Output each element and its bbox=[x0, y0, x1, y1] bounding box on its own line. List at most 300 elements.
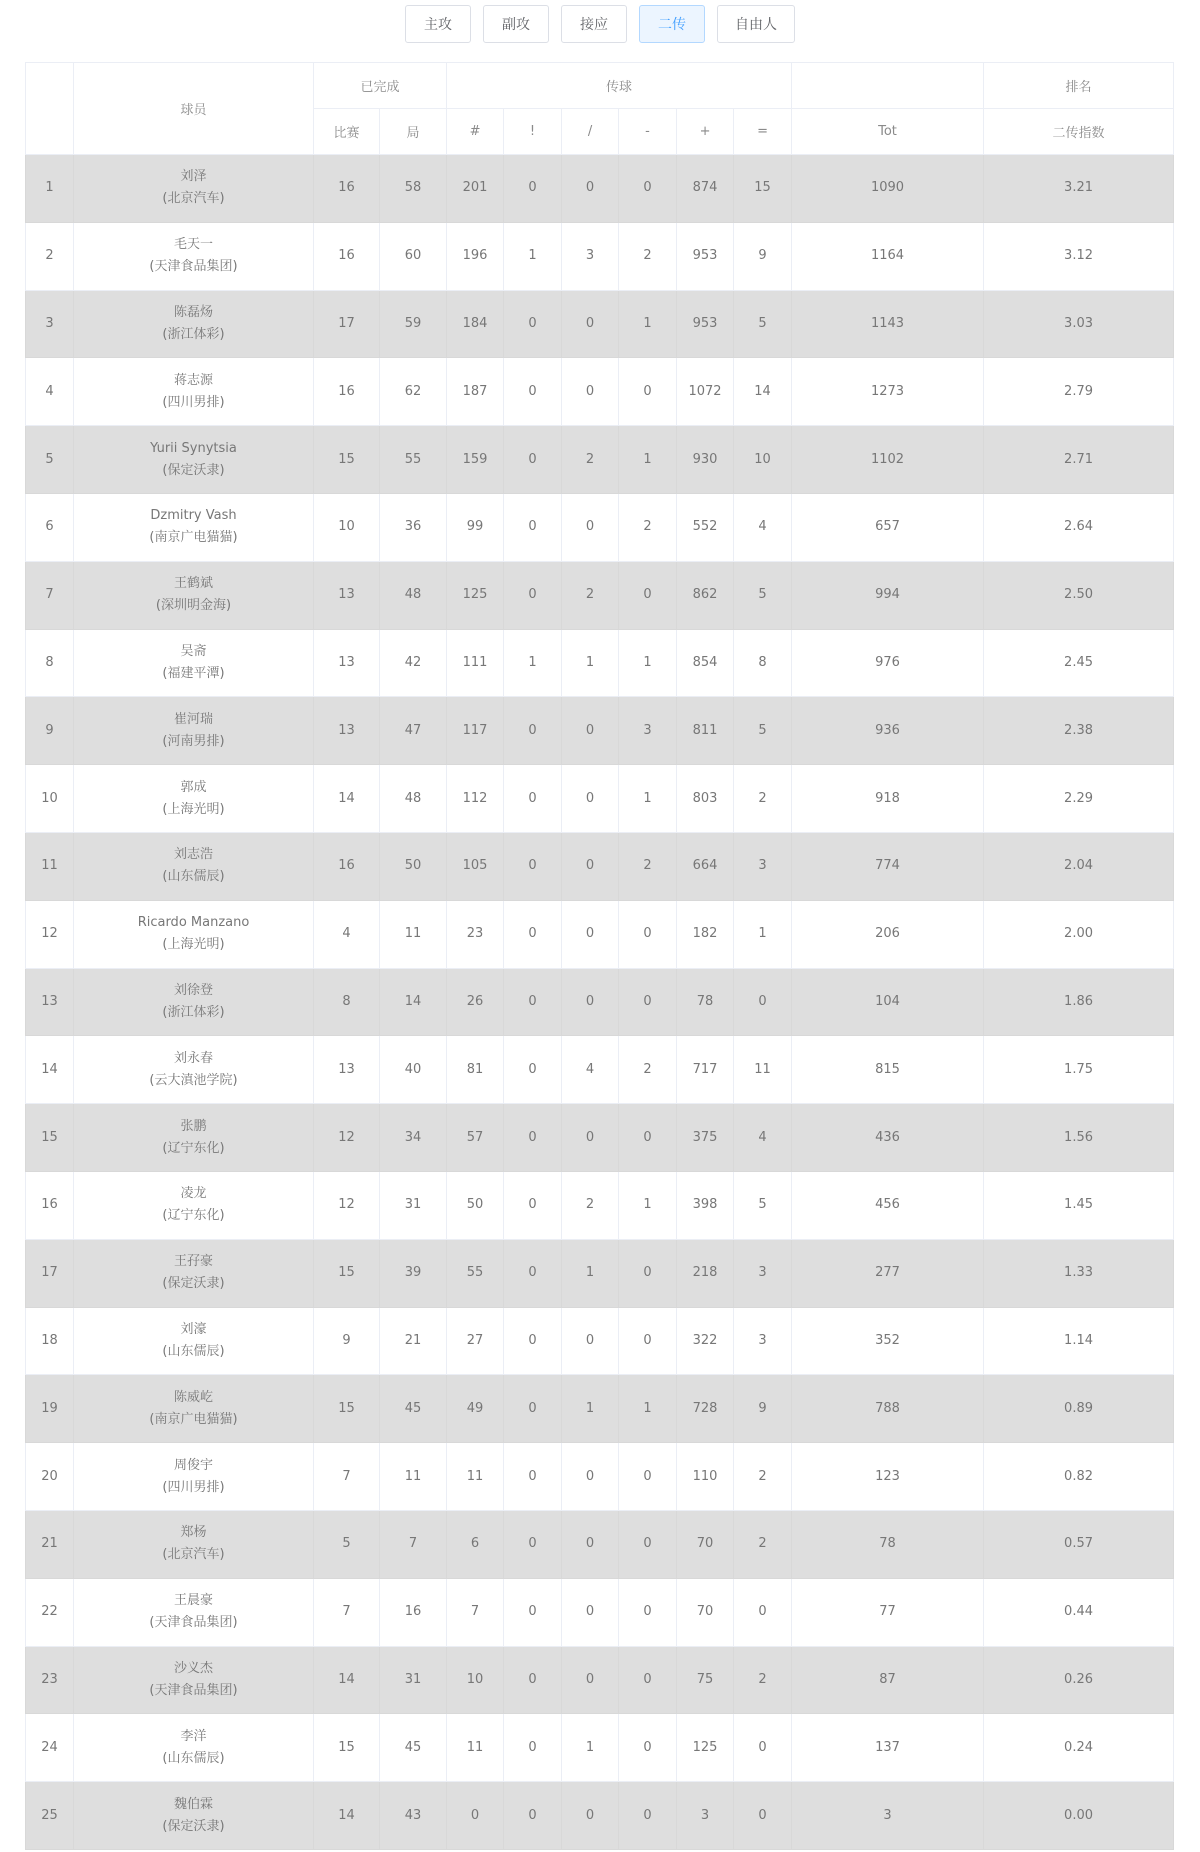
cell-minus: 2 bbox=[619, 832, 677, 900]
cell-player bbox=[74, 290, 314, 358]
cell-plus: 953 bbox=[677, 290, 734, 358]
cell-tot: 657 bbox=[792, 493, 984, 561]
cell-excl: 0 bbox=[504, 1104, 562, 1172]
header-equal[interactable]: = bbox=[734, 109, 792, 155]
cell-slash: 0 bbox=[562, 1578, 619, 1646]
cell-sets: 60 bbox=[380, 222, 447, 290]
cell-plus: 664 bbox=[677, 832, 734, 900]
cell-excl: 0 bbox=[504, 358, 562, 426]
cell-excl: 1 bbox=[504, 629, 562, 697]
cell-plus: 70 bbox=[677, 1510, 734, 1578]
player-name: Ricardo Manzano bbox=[137, 915, 250, 931]
cell-sets: 50 bbox=[380, 832, 447, 900]
header-pass-tot-spacer bbox=[792, 63, 984, 109]
cell-player bbox=[74, 832, 314, 900]
cell-sets: 34 bbox=[380, 1104, 447, 1172]
cell-slash: 0 bbox=[562, 968, 619, 1036]
cell-equal: 5 bbox=[734, 1171, 792, 1239]
tab-opposite[interactable]: 接应 bbox=[561, 5, 627, 43]
table-row bbox=[26, 629, 1174, 697]
player-name: 刘濠 bbox=[180, 1321, 207, 1337]
player-team: (保定沃隶) bbox=[162, 1818, 225, 1834]
cell-sets: 58 bbox=[380, 155, 447, 223]
cell-slash: 1 bbox=[562, 629, 619, 697]
cell-matches: 16 bbox=[314, 358, 380, 426]
cell-excl: 0 bbox=[504, 290, 562, 358]
cell-matches: 13 bbox=[314, 561, 380, 629]
cell-sets: 11 bbox=[380, 900, 447, 968]
cell-sets: 47 bbox=[380, 697, 447, 765]
cell-minus: 0 bbox=[619, 900, 677, 968]
cell-sets: 36 bbox=[380, 493, 447, 561]
player-name: 沙义杰 bbox=[173, 1660, 213, 1676]
table-row bbox=[26, 1104, 1174, 1172]
cell-sets: 45 bbox=[380, 1375, 447, 1443]
cell-minus: 2 bbox=[619, 493, 677, 561]
cell-matches: 13 bbox=[314, 629, 380, 697]
cell-plus: 375 bbox=[677, 1104, 734, 1172]
cell-slash: 0 bbox=[562, 155, 619, 223]
cell-hash: 117 bbox=[447, 697, 504, 765]
player-name: 魏伯霖 bbox=[173, 1796, 213, 1812]
cell-index: 0.24 bbox=[984, 1714, 1174, 1782]
cell-rank: 19 bbox=[26, 1375, 74, 1443]
cell-matches: 15 bbox=[314, 1239, 380, 1307]
cell-rank: 4 bbox=[26, 358, 74, 426]
cell-player bbox=[74, 222, 314, 290]
player-team: (福建平潭) bbox=[162, 665, 225, 681]
cell-tot: 352 bbox=[792, 1307, 984, 1375]
table-row bbox=[26, 832, 1174, 900]
cell-hash: 111 bbox=[447, 629, 504, 697]
cell-player bbox=[74, 155, 314, 223]
cell-minus: 0 bbox=[619, 1782, 677, 1850]
player-team: (保定沃隶) bbox=[162, 462, 225, 478]
cell-tot: 104 bbox=[792, 968, 984, 1036]
cell-plus: 811 bbox=[677, 697, 734, 765]
cell-slash: 2 bbox=[562, 1171, 619, 1239]
cell-hash: 196 bbox=[447, 222, 504, 290]
cell-sets: 55 bbox=[380, 426, 447, 494]
cell-equal: 15 bbox=[734, 155, 792, 223]
cell-minus: 1 bbox=[619, 426, 677, 494]
cell-sets: 31 bbox=[380, 1646, 447, 1714]
cell-sets: 43 bbox=[380, 1782, 447, 1850]
cell-rank: 1 bbox=[26, 155, 74, 223]
cell-index: 1.33 bbox=[984, 1239, 1174, 1307]
cell-rank: 14 bbox=[26, 1036, 74, 1104]
cell-equal: 8 bbox=[734, 629, 792, 697]
cell-tot: 137 bbox=[792, 1714, 984, 1782]
table-body bbox=[26, 155, 1174, 1850]
cell-tot: 456 bbox=[792, 1171, 984, 1239]
cell-hash: 11 bbox=[447, 1443, 504, 1511]
cell-tot: 936 bbox=[792, 697, 984, 765]
cell-excl: 0 bbox=[504, 1171, 562, 1239]
player-name: 刘泽 bbox=[180, 169, 207, 185]
cell-tot: 1273 bbox=[792, 358, 984, 426]
cell-rank: 5 bbox=[26, 426, 74, 494]
cell-sets: 31 bbox=[380, 1171, 447, 1239]
header-hash[interactable]: # bbox=[447, 109, 504, 155]
table-row bbox=[26, 493, 1174, 561]
table-row bbox=[26, 1578, 1174, 1646]
cell-index: 0.26 bbox=[984, 1646, 1174, 1714]
cell-equal: 2 bbox=[734, 1443, 792, 1511]
cell-plus: 874 bbox=[677, 155, 734, 223]
cell-minus: 1 bbox=[619, 629, 677, 697]
cell-slash: 3 bbox=[562, 222, 619, 290]
cell-plus: 953 bbox=[677, 222, 734, 290]
cell-plus: 3 bbox=[677, 1782, 734, 1850]
cell-plus: 717 bbox=[677, 1036, 734, 1104]
cell-equal: 0 bbox=[734, 1578, 792, 1646]
cell-equal: 9 bbox=[734, 222, 792, 290]
cell-equal: 3 bbox=[734, 1239, 792, 1307]
cell-rank: 23 bbox=[26, 1646, 74, 1714]
cell-tot: 3 bbox=[792, 1782, 984, 1850]
cell-equal: 10 bbox=[734, 426, 792, 494]
cell-slash: 0 bbox=[562, 1646, 619, 1714]
table-header bbox=[26, 63, 1174, 155]
cell-player bbox=[74, 900, 314, 968]
player-team: (山东儒辰) bbox=[162, 869, 225, 885]
player-team: (四川男排) bbox=[162, 1479, 225, 1495]
cell-tot: 77 bbox=[792, 1578, 984, 1646]
cell-rank: 22 bbox=[26, 1578, 74, 1646]
cell-rank: 17 bbox=[26, 1239, 74, 1307]
cell-slash: 0 bbox=[562, 1307, 619, 1375]
cell-player bbox=[74, 1443, 314, 1511]
cell-rank: 7 bbox=[26, 561, 74, 629]
cell-tot: 976 bbox=[792, 629, 984, 697]
cell-tot: 78 bbox=[792, 1510, 984, 1578]
cell-matches: 4 bbox=[314, 900, 380, 968]
cell-minus: 2 bbox=[619, 1036, 677, 1104]
table-row bbox=[26, 1510, 1174, 1578]
cell-minus: 0 bbox=[619, 1578, 677, 1646]
cell-hash: 99 bbox=[447, 493, 504, 561]
cell-matches: 13 bbox=[314, 1036, 380, 1104]
cell-plus: 125 bbox=[677, 1714, 734, 1782]
cell-rank: 10 bbox=[26, 765, 74, 833]
cell-minus: 3 bbox=[619, 697, 677, 765]
cell-index: 0.00 bbox=[984, 1782, 1174, 1850]
cell-excl: 0 bbox=[504, 1036, 562, 1104]
table-row bbox=[26, 155, 1174, 223]
cell-minus: 0 bbox=[619, 1104, 677, 1172]
player-team: (上海光明) bbox=[162, 937, 225, 953]
cell-minus: 0 bbox=[619, 1443, 677, 1511]
header-matches[interactable]: 比赛 bbox=[314, 109, 380, 155]
cell-minus: 0 bbox=[619, 1307, 677, 1375]
cell-tot: 1102 bbox=[792, 426, 984, 494]
player-name: 吴斋 bbox=[180, 643, 207, 659]
player-team: (北京汽车) bbox=[162, 191, 225, 207]
cell-slash: 1 bbox=[562, 1239, 619, 1307]
cell-plus: 398 bbox=[677, 1171, 734, 1239]
cell-player bbox=[74, 1646, 314, 1714]
cell-tot: 1143 bbox=[792, 290, 984, 358]
cell-index: 2.79 bbox=[984, 358, 1174, 426]
cell-equal: 2 bbox=[734, 1510, 792, 1578]
player-name: 周俊宇 bbox=[173, 1457, 213, 1473]
cell-matches: 15 bbox=[314, 426, 380, 494]
cell-index: 1.56 bbox=[984, 1104, 1174, 1172]
cell-sets: 45 bbox=[380, 1714, 447, 1782]
cell-excl: 0 bbox=[504, 1443, 562, 1511]
table-row bbox=[26, 358, 1174, 426]
cell-slash: 0 bbox=[562, 832, 619, 900]
cell-tot: 206 bbox=[792, 900, 984, 968]
cell-rank: 15 bbox=[26, 1104, 74, 1172]
cell-hash: 7 bbox=[447, 1578, 504, 1646]
cell-player bbox=[74, 765, 314, 833]
cell-sets: 14 bbox=[380, 968, 447, 1036]
cell-minus: 1 bbox=[619, 765, 677, 833]
cell-hash: 49 bbox=[447, 1375, 504, 1443]
header-completed-group: 已完成 bbox=[314, 63, 447, 109]
table-row bbox=[26, 222, 1174, 290]
header-minus[interactable]: - bbox=[619, 109, 677, 155]
cell-equal: 2 bbox=[734, 765, 792, 833]
cell-plus: 110 bbox=[677, 1443, 734, 1511]
cell-sets: 7 bbox=[380, 1510, 447, 1578]
cell-slash: 0 bbox=[562, 1104, 619, 1172]
cell-plus: 930 bbox=[677, 426, 734, 494]
cell-excl: 0 bbox=[504, 1307, 562, 1375]
cell-excl: 0 bbox=[504, 1510, 562, 1578]
cell-equal: 0 bbox=[734, 968, 792, 1036]
cell-rank: 18 bbox=[26, 1307, 74, 1375]
cell-plus: 552 bbox=[677, 493, 734, 561]
cell-hash: 50 bbox=[447, 1171, 504, 1239]
cell-matches: 14 bbox=[314, 1782, 380, 1850]
cell-player bbox=[74, 1239, 314, 1307]
cell-sets: 11 bbox=[380, 1443, 447, 1511]
cell-equal: 2 bbox=[734, 1646, 792, 1714]
cell-equal: 5 bbox=[734, 561, 792, 629]
cell-rank: 6 bbox=[26, 493, 74, 561]
cell-player bbox=[74, 1104, 314, 1172]
cell-plus: 728 bbox=[677, 1375, 734, 1443]
cell-tot: 815 bbox=[792, 1036, 984, 1104]
cell-hash: 0 bbox=[447, 1782, 504, 1850]
cell-hash: 57 bbox=[447, 1104, 504, 1172]
cell-excl: 0 bbox=[504, 1714, 562, 1782]
cell-slash: 0 bbox=[562, 765, 619, 833]
cell-rank: 3 bbox=[26, 290, 74, 358]
cell-player bbox=[74, 561, 314, 629]
cell-player bbox=[74, 968, 314, 1036]
player-name: 蒋志源 bbox=[173, 372, 213, 388]
cell-player bbox=[74, 697, 314, 765]
cell-excl: 0 bbox=[504, 697, 562, 765]
cell-minus: 0 bbox=[619, 1510, 677, 1578]
player-name: Dzmitry Vash bbox=[150, 508, 237, 524]
player-team: (北京汽车) bbox=[162, 1547, 225, 1563]
table-row bbox=[26, 1646, 1174, 1714]
cell-excl: 0 bbox=[504, 1375, 562, 1443]
cell-plus: 862 bbox=[677, 561, 734, 629]
cell-index: 1.45 bbox=[984, 1171, 1174, 1239]
cell-slash: 1 bbox=[562, 1714, 619, 1782]
cell-index: 2.50 bbox=[984, 561, 1174, 629]
cell-excl: 0 bbox=[504, 832, 562, 900]
cell-matches: 12 bbox=[314, 1104, 380, 1172]
cell-minus: 0 bbox=[619, 1646, 677, 1714]
player-team: (上海光明) bbox=[162, 801, 225, 817]
player-team: (浙江体彩) bbox=[162, 326, 225, 342]
table-row bbox=[26, 968, 1174, 1036]
cell-index: 1.75 bbox=[984, 1036, 1174, 1104]
header-player: 球员 bbox=[74, 63, 314, 155]
cell-slash: 0 bbox=[562, 1782, 619, 1850]
player-name: 崔河瑞 bbox=[173, 711, 213, 727]
cell-plus: 322 bbox=[677, 1307, 734, 1375]
cell-equal: 3 bbox=[734, 1307, 792, 1375]
cell-index: 3.21 bbox=[984, 155, 1174, 223]
header-sets[interactable]: 局 bbox=[380, 109, 447, 155]
cell-equal: 4 bbox=[734, 493, 792, 561]
cell-plus: 854 bbox=[677, 629, 734, 697]
cell-minus: 1 bbox=[619, 1171, 677, 1239]
header-pass-group: 传球 bbox=[447, 63, 792, 109]
cell-player bbox=[74, 1171, 314, 1239]
cell-player bbox=[74, 1714, 314, 1782]
cell-hash: 187 bbox=[447, 358, 504, 426]
cell-index: 2.04 bbox=[984, 832, 1174, 900]
cell-index: 2.38 bbox=[984, 697, 1174, 765]
cell-hash: 105 bbox=[447, 832, 504, 900]
header-tot[interactable]: Tot bbox=[792, 109, 984, 155]
cell-slash: 0 bbox=[562, 358, 619, 426]
cell-index: 2.64 bbox=[984, 493, 1174, 561]
cell-slash: 0 bbox=[562, 290, 619, 358]
cell-matches: 17 bbox=[314, 290, 380, 358]
cell-sets: 62 bbox=[380, 358, 447, 426]
cell-matches: 14 bbox=[314, 1646, 380, 1714]
cell-index: 2.45 bbox=[984, 629, 1174, 697]
table-row bbox=[26, 1239, 1174, 1307]
player-name: Yurii Synytsia bbox=[150, 440, 237, 456]
cell-sets: 40 bbox=[380, 1036, 447, 1104]
player-name: 王鹤斌 bbox=[173, 576, 213, 592]
player-name: 李洋 bbox=[180, 1728, 207, 1744]
rank-number-header bbox=[26, 63, 74, 155]
cell-slash: 0 bbox=[562, 900, 619, 968]
player-name: 凌龙 bbox=[180, 1186, 207, 1202]
tab-libero[interactable]: 自由人 bbox=[717, 5, 795, 43]
player-name: 刘永春 bbox=[173, 1050, 213, 1066]
cell-tot: 123 bbox=[792, 1443, 984, 1511]
player-name: 陈磊炀 bbox=[173, 304, 213, 320]
cell-tot: 1164 bbox=[792, 222, 984, 290]
cell-plus: 803 bbox=[677, 765, 734, 833]
setter-stats-table bbox=[25, 62, 1174, 1850]
table-row bbox=[26, 1307, 1174, 1375]
cell-excl: 0 bbox=[504, 493, 562, 561]
header-setter-index[interactable]: 二传指数 bbox=[984, 109, 1174, 155]
cell-minus: 0 bbox=[619, 155, 677, 223]
cell-index: 0.57 bbox=[984, 1510, 1174, 1578]
cell-player bbox=[74, 629, 314, 697]
tab-middle-blocker[interactable]: 副攻 bbox=[483, 5, 549, 43]
cell-player bbox=[74, 358, 314, 426]
cell-hash: 6 bbox=[447, 1510, 504, 1578]
cell-plus: 218 bbox=[677, 1239, 734, 1307]
header-plus[interactable]: + bbox=[677, 109, 734, 155]
cell-matches: 10 bbox=[314, 493, 380, 561]
cell-excl: 0 bbox=[504, 968, 562, 1036]
player-team: (辽宁东化) bbox=[162, 1208, 225, 1224]
cell-tot: 87 bbox=[792, 1646, 984, 1714]
tab-setter[interactable]: 二传 bbox=[639, 5, 705, 43]
cell-index: 0.82 bbox=[984, 1443, 1174, 1511]
cell-equal: 3 bbox=[734, 832, 792, 900]
cell-tot: 774 bbox=[792, 832, 984, 900]
cell-plus: 1072 bbox=[677, 358, 734, 426]
cell-slash: 4 bbox=[562, 1036, 619, 1104]
cell-minus: 0 bbox=[619, 968, 677, 1036]
cell-equal: 0 bbox=[734, 1782, 792, 1850]
player-team: (保定沃隶) bbox=[162, 1276, 225, 1292]
cell-index: 1.86 bbox=[984, 968, 1174, 1036]
player-name: 王孖豪 bbox=[173, 1254, 213, 1270]
player-team: (南京广电猫猫) bbox=[149, 1411, 238, 1427]
cell-rank: 16 bbox=[26, 1171, 74, 1239]
cell-rank: 11 bbox=[26, 832, 74, 900]
cell-rank: 9 bbox=[26, 697, 74, 765]
cell-matches: 5 bbox=[314, 1510, 380, 1578]
cell-rank: 24 bbox=[26, 1714, 74, 1782]
player-team: (辽宁东化) bbox=[162, 1140, 225, 1156]
cell-matches: 9 bbox=[314, 1307, 380, 1375]
header-slash[interactable]: / bbox=[562, 109, 619, 155]
cell-matches: 7 bbox=[314, 1443, 380, 1511]
cell-plus: 75 bbox=[677, 1646, 734, 1714]
player-name: 陈威屹 bbox=[173, 1389, 213, 1405]
cell-sets: 48 bbox=[380, 765, 447, 833]
header-excl[interactable]: ! bbox=[504, 109, 562, 155]
cell-excl: 0 bbox=[504, 1239, 562, 1307]
cell-hash: 112 bbox=[447, 765, 504, 833]
table-row bbox=[26, 426, 1174, 494]
cell-matches: 16 bbox=[314, 832, 380, 900]
player-name: 王晨豪 bbox=[173, 1593, 213, 1609]
cell-minus: 0 bbox=[619, 1239, 677, 1307]
cell-equal: 0 bbox=[734, 1714, 792, 1782]
cell-tot: 918 bbox=[792, 765, 984, 833]
cell-slash: 0 bbox=[562, 1443, 619, 1511]
cell-rank: 12 bbox=[26, 900, 74, 968]
cell-plus: 70 bbox=[677, 1578, 734, 1646]
cell-rank: 25 bbox=[26, 1782, 74, 1850]
cell-rank: 13 bbox=[26, 968, 74, 1036]
cell-hash: 81 bbox=[447, 1036, 504, 1104]
cell-equal: 4 bbox=[734, 1104, 792, 1172]
cell-slash: 2 bbox=[562, 561, 619, 629]
table-row bbox=[26, 1443, 1174, 1511]
player-team: (天津食品集团) bbox=[149, 259, 238, 275]
cell-hash: 125 bbox=[447, 561, 504, 629]
cell-index: 3.12 bbox=[984, 222, 1174, 290]
cell-rank: 2 bbox=[26, 222, 74, 290]
cell-excl: 0 bbox=[504, 1578, 562, 1646]
cell-hash: 201 bbox=[447, 155, 504, 223]
tab-outside-hitter[interactable]: 主攻 bbox=[405, 5, 471, 43]
table-row bbox=[26, 1714, 1174, 1782]
